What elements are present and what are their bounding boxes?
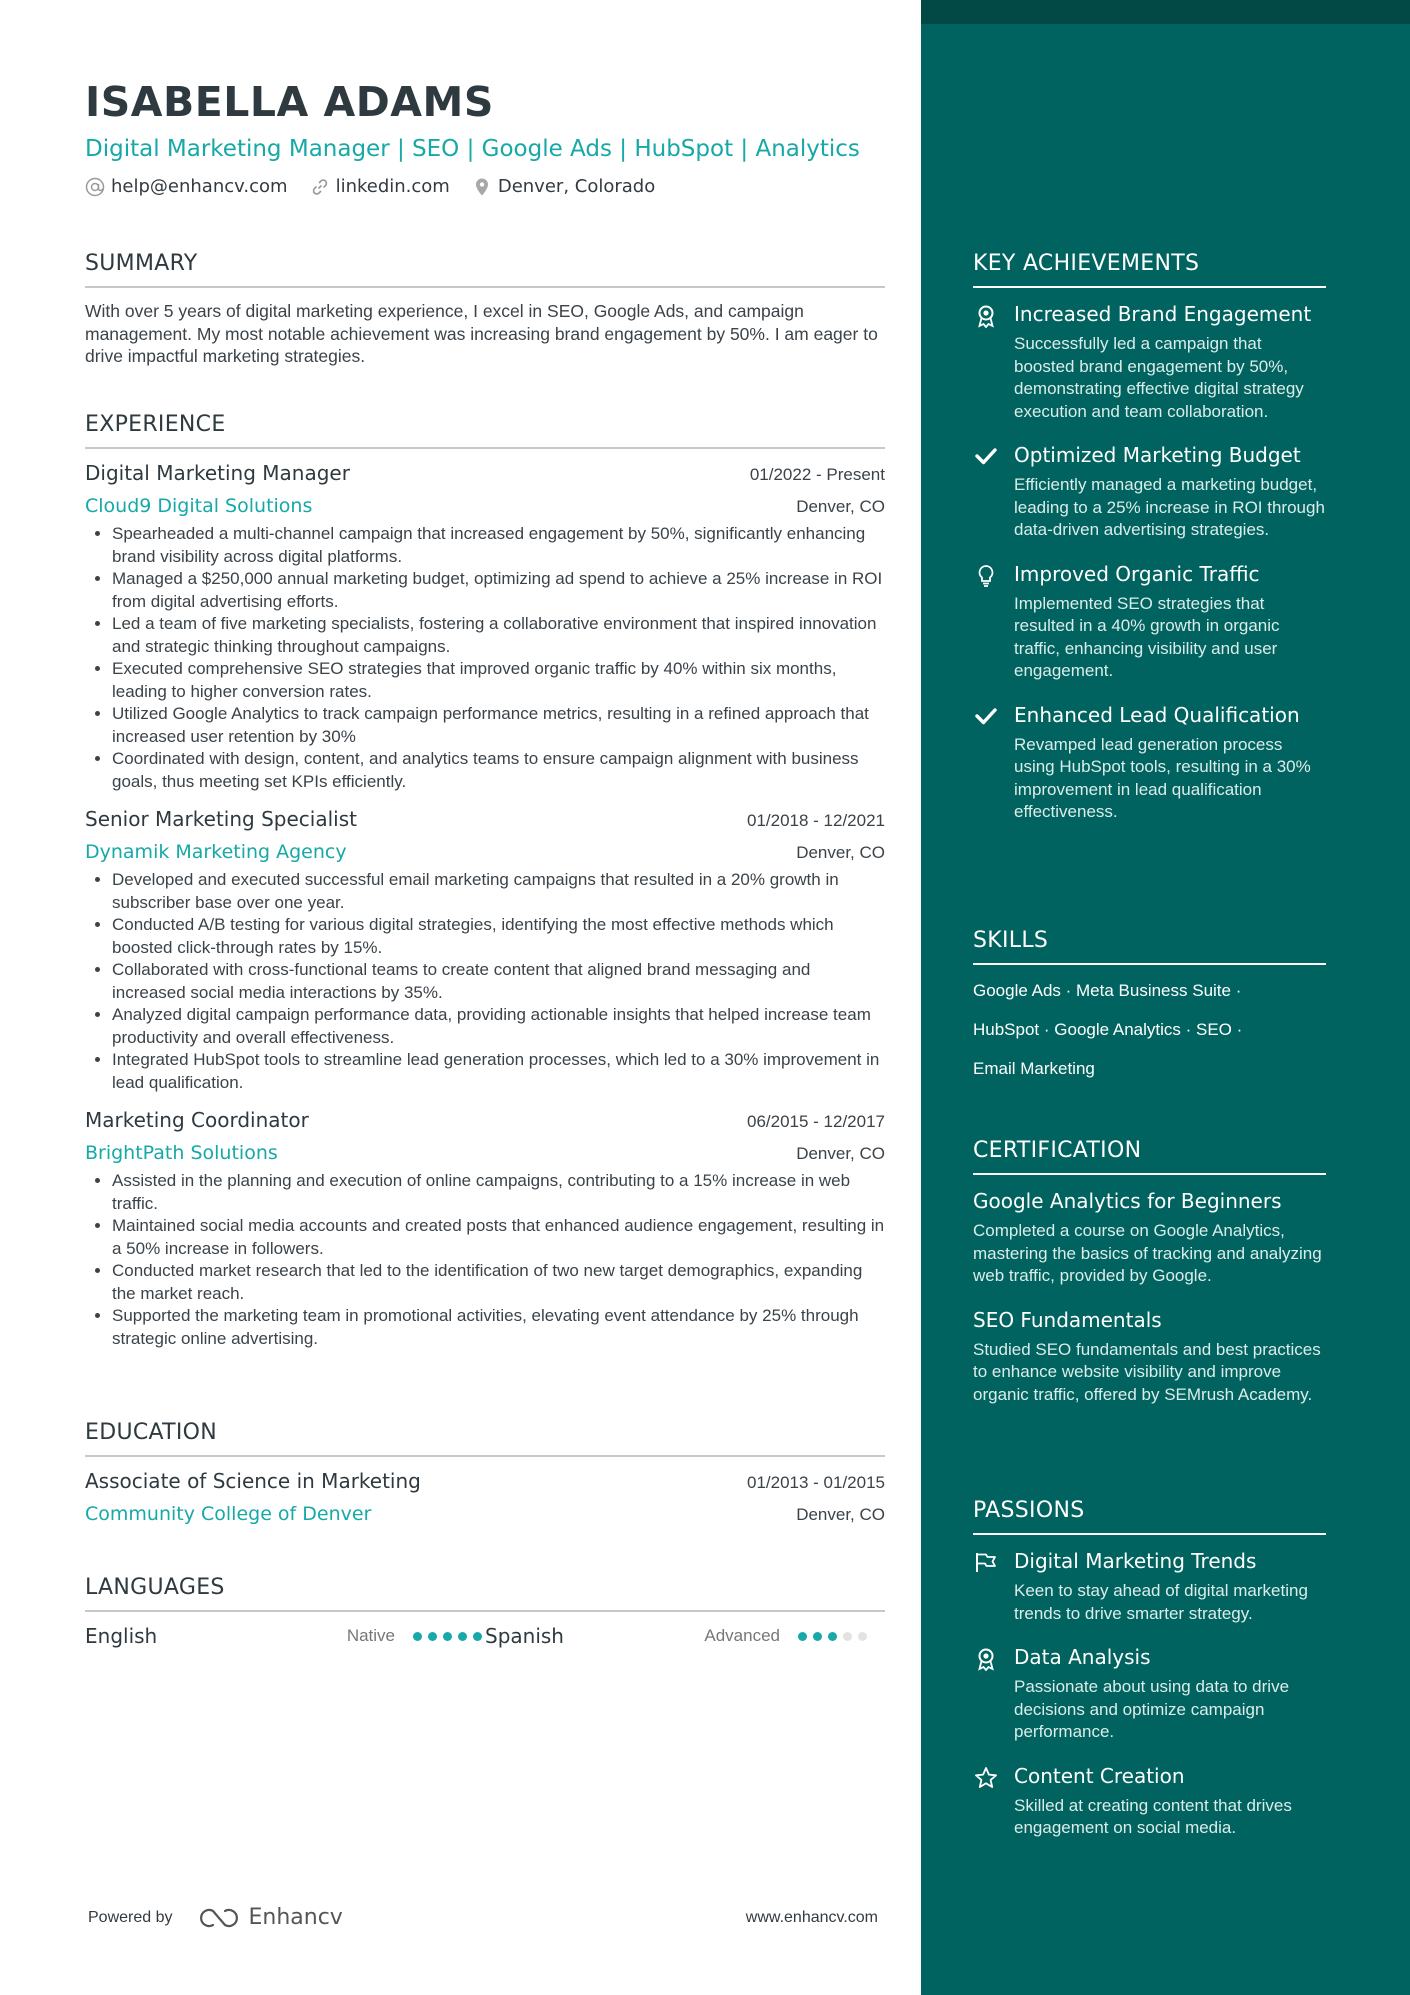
certification-desc: Studied SEO fundamentals and best practices to enhance website visibility and improve organic traffic, offered by SEMrush Academy. (973, 1339, 1321, 1404)
languages-title: LANGUAGES (85, 1575, 885, 1612)
location-text: Denver, Colorado (497, 176, 656, 197)
check-icon (975, 705, 997, 727)
at-icon (85, 177, 105, 197)
certification-name: Google Analytics for Beginners (973, 1189, 1282, 1213)
powered-by-label: Powered by (88, 1908, 173, 1926)
bullet-item: • Developed and executed successful email marketing campaigns that resulted in a 20% growth in subscriber base over one year. (112, 869, 885, 914)
check-icon (975, 445, 997, 467)
resume-header (85, 78, 885, 197)
education-title: EDUCATION (85, 1420, 885, 1457)
passions-title: PASSIONS (973, 1498, 1326, 1535)
passions-section (973, 1498, 1326, 1840)
rating-dot (413, 1632, 422, 1641)
rating-dot (473, 1632, 482, 1641)
enhancv-logo[interactable] (195, 1905, 343, 1930)
rating-dot (843, 1632, 852, 1641)
job-role: Senior Marketing Specialist (85, 807, 357, 831)
job-location: Denver, CO (796, 1144, 885, 1163)
job-entry (85, 461, 885, 793)
passion-item (973, 1764, 1326, 1840)
skills-line: HubSpot · Google Analytics · SEO · (973, 1020, 1243, 1039)
bullet-item: • Executed comprehensive SEO strategies that improved organic traffic by 40% within six months, leading to higher conversion rates. (112, 658, 885, 703)
certification-desc: Completed a course on Google Analytics, mastering the basics of tracking and analyzing web traffic, provided by Google. (973, 1221, 1322, 1285)
achievement-item (973, 443, 1326, 542)
skills-list (973, 971, 1326, 1088)
award-icon (975, 304, 997, 328)
language-rating (798, 1632, 867, 1641)
footer (88, 1905, 878, 1930)
certification-item (973, 1308, 1326, 1407)
skills-section (973, 928, 1326, 1088)
languages-row (85, 1624, 885, 1648)
bullet-item: • Maintained social media accounts and created posts that enhanced audience engagement, resulting in a 50% increase in followers. (112, 1215, 885, 1260)
language-item (485, 1624, 885, 1648)
achievement-desc: Implemented SEO strategies that resulted in a 40% growth in organic traffic, enhancing visibility and user engagement. (1014, 593, 1280, 680)
rating-dot (443, 1632, 452, 1641)
passion-item (973, 1645, 1326, 1744)
bullet-item: • Conducted A/B testing for various digital strategies, identifying the most effective methods which boosted click-through rates by 15%. (112, 914, 885, 959)
job-entry (85, 1108, 885, 1350)
job-company: Dynamik Marketing Agency (85, 841, 347, 863)
bullet-item: • Collaborated with cross-functional teams to create content that aligned brand messaging and increased social media interactions by 35%. (112, 959, 885, 1004)
job-bullets (85, 869, 885, 1094)
achievement-title: Increased Brand Engagement (1014, 302, 1312, 326)
job-company: BrightPath Solutions (85, 1142, 278, 1164)
achievement-item (973, 703, 1326, 824)
flag-icon (974, 1551, 998, 1573)
passion-desc: Passionate about using data to drive decisions and optimize campaign performance. (1014, 1677, 1290, 1741)
job-role: Marketing Coordinator (85, 1108, 309, 1132)
passion-title: Data Analysis (1014, 1645, 1151, 1669)
achievements-title: KEY ACHIEVEMENTS (973, 251, 1326, 288)
contact-row (85, 176, 885, 197)
job-dates: 06/2015 - 12/2017 (746, 1112, 885, 1131)
bullet-item: • Coordinated with design, content, and analytics teams to ensure campaign alignment with business goals, thus meeting set KPIs efficiently. (112, 748, 885, 793)
achievement-item (973, 302, 1326, 423)
candidate-name: ISABELLA ADAMS (85, 78, 494, 126)
bullet-item: • Utilized Google Analytics to track campaign performance metrics, resulting in a refined approach that increased user retention by 30% (112, 703, 885, 748)
education-location: Denver, CO (796, 1505, 885, 1524)
contact-email[interactable] (85, 176, 288, 197)
sidebar (921, 0, 1410, 1995)
achievement-item (973, 562, 1326, 683)
bullet-item: • Conducted market research that led to the identification of two new target demographics, expanding the market reach. (112, 1260, 885, 1305)
achievement-title: Optimized Marketing Budget (1014, 443, 1301, 467)
job-entry (85, 807, 885, 1094)
bullet-item: • Integrated HubSpot tools to streamline lead generation processes, which led to a 30% improvement in lead qualification. (112, 1049, 885, 1094)
brand-name: Enhancv (248, 1905, 343, 1930)
school: Community College of Denver (85, 1503, 372, 1525)
certification-title: CERTIFICATION (973, 1138, 1326, 1175)
achievements-section (973, 251, 1326, 824)
education-section (85, 1420, 885, 1525)
contact-linkedin[interactable] (310, 176, 450, 197)
lightbulb-icon (977, 564, 995, 588)
language-level: Advanced (704, 1626, 780, 1645)
link-icon (310, 177, 330, 197)
education-dates: 01/2013 - 01/2015 (746, 1473, 885, 1492)
certification-item (973, 1189, 1326, 1288)
language-item (85, 1624, 485, 1648)
passion-item (973, 1549, 1326, 1625)
languages-section (85, 1575, 885, 1648)
language-name: English (85, 1624, 158, 1648)
achievement-desc: Revamped lead generation process using HubSpot tools, resulting in a 30% improvement in lead qualification effectiveness. (1014, 734, 1311, 821)
headline: Digital Marketing Manager | SEO | Google Ads | HubSpot | Analytics (85, 136, 860, 162)
bullet-item: • Supported the marketing team in promotional activities, elevating event attendance by 25% through strategic online advertising. (112, 1305, 885, 1350)
skills-title: SKILLS (973, 928, 1326, 965)
rating-dot (798, 1632, 807, 1641)
job-dates: 01/2022 - Present (749, 465, 885, 484)
email-text: help@enhancv.com (111, 176, 288, 197)
passion-desc: Skilled at creating content that drives engagement on social media. (1014, 1795, 1292, 1837)
language-rating (413, 1632, 482, 1641)
language-level: Native (346, 1626, 395, 1645)
passion-desc: Keen to stay ahead of digital marketing trends to drive smarter strategy. (1014, 1581, 1308, 1623)
bullet-item: • Assisted in the planning and execution of online campaigns, contributing to a 15% increase in web traffic. (112, 1170, 885, 1215)
job-location: Denver, CO (796, 843, 885, 862)
achievement-desc: Successfully led a campaign that boosted brand engagement by 50%, demonstrating effective digital strategy execution and team collaboration. (1014, 334, 1304, 421)
job-dates: 01/2018 - 12/2021 (746, 811, 885, 830)
contact-location (472, 176, 655, 197)
rating-dot (828, 1632, 837, 1641)
enhancv-logo-icon (195, 1906, 241, 1930)
location-pin-icon (472, 177, 492, 197)
passion-title: Digital Marketing Trends (1014, 1549, 1257, 1573)
star-icon (974, 1766, 998, 1790)
language-name: Spanish (485, 1624, 564, 1648)
job-bullets (85, 523, 885, 793)
skills-line: Email Marketing (973, 1059, 1095, 1078)
website-link[interactable]: www.enhancv.com (745, 1908, 878, 1926)
certification-section (973, 1138, 1326, 1406)
award-icon (975, 1647, 997, 1671)
experience-section (85, 412, 885, 1350)
education-entry (85, 1469, 885, 1525)
skills-line: Google Ads · Meta Business Suite · (973, 981, 1242, 1000)
certification-name: SEO Fundamentals (973, 1307, 1162, 1332)
powered-by (88, 1905, 343, 1930)
bullet-item: • Managed a $250,000 annual marketing budget, optimizing ad spend to achieve a 25% increase in ROI from digital advertising efforts. (112, 568, 885, 613)
bullet-item: • Led a team of five marketing specialists, fostering a collaborative environment that inspired innovation and strategic thinking throughout campaigns. (112, 613, 885, 658)
sidebar-top-band (921, 0, 1410, 24)
summary-title: SUMMARY (85, 251, 885, 288)
linkedin-text: linkedin.com (335, 176, 450, 197)
rating-dot (458, 1632, 467, 1641)
bullet-item: • Analyzed digital campaign performance data, providing actionable insights that helped increase team productivity and overall effectiveness. (112, 1004, 885, 1049)
rating-dot (428, 1632, 437, 1641)
achievement-title: Enhanced Lead Qualification (1014, 702, 1300, 727)
summary-section (85, 251, 885, 368)
job-bullets (85, 1170, 885, 1350)
achievement-desc: Efficiently managed a marketing budget, leading to a 25% increase in ROI through data-driven advertising strategies. (1014, 475, 1325, 539)
job-role: Digital Marketing Manager (85, 461, 350, 485)
job-location: Denver, CO (796, 497, 885, 516)
summary-text: With over 5 years of digital marketing experience, I excel in SEO, Google Ads, and campaign management. My most notable achievement was increasing brand engagement by 50%. I am eager to drive impactful marketing strategies. (85, 301, 878, 366)
rating-dot (813, 1632, 822, 1641)
passion-title: Content Creation (1014, 1763, 1185, 1788)
experience-title: EXPERIENCE (85, 412, 885, 449)
job-company: Cloud9 Digital Solutions (85, 495, 313, 517)
degree: Associate of Science in Marketing (85, 1469, 421, 1493)
achievement-title: Improved Organic Traffic (1014, 561, 1260, 586)
bullet-item: • Spearheaded a multi-channel campaign that increased engagement by 50%, significantly enhancing brand visibility across digital platforms. (112, 523, 885, 568)
rating-dot (858, 1632, 867, 1641)
